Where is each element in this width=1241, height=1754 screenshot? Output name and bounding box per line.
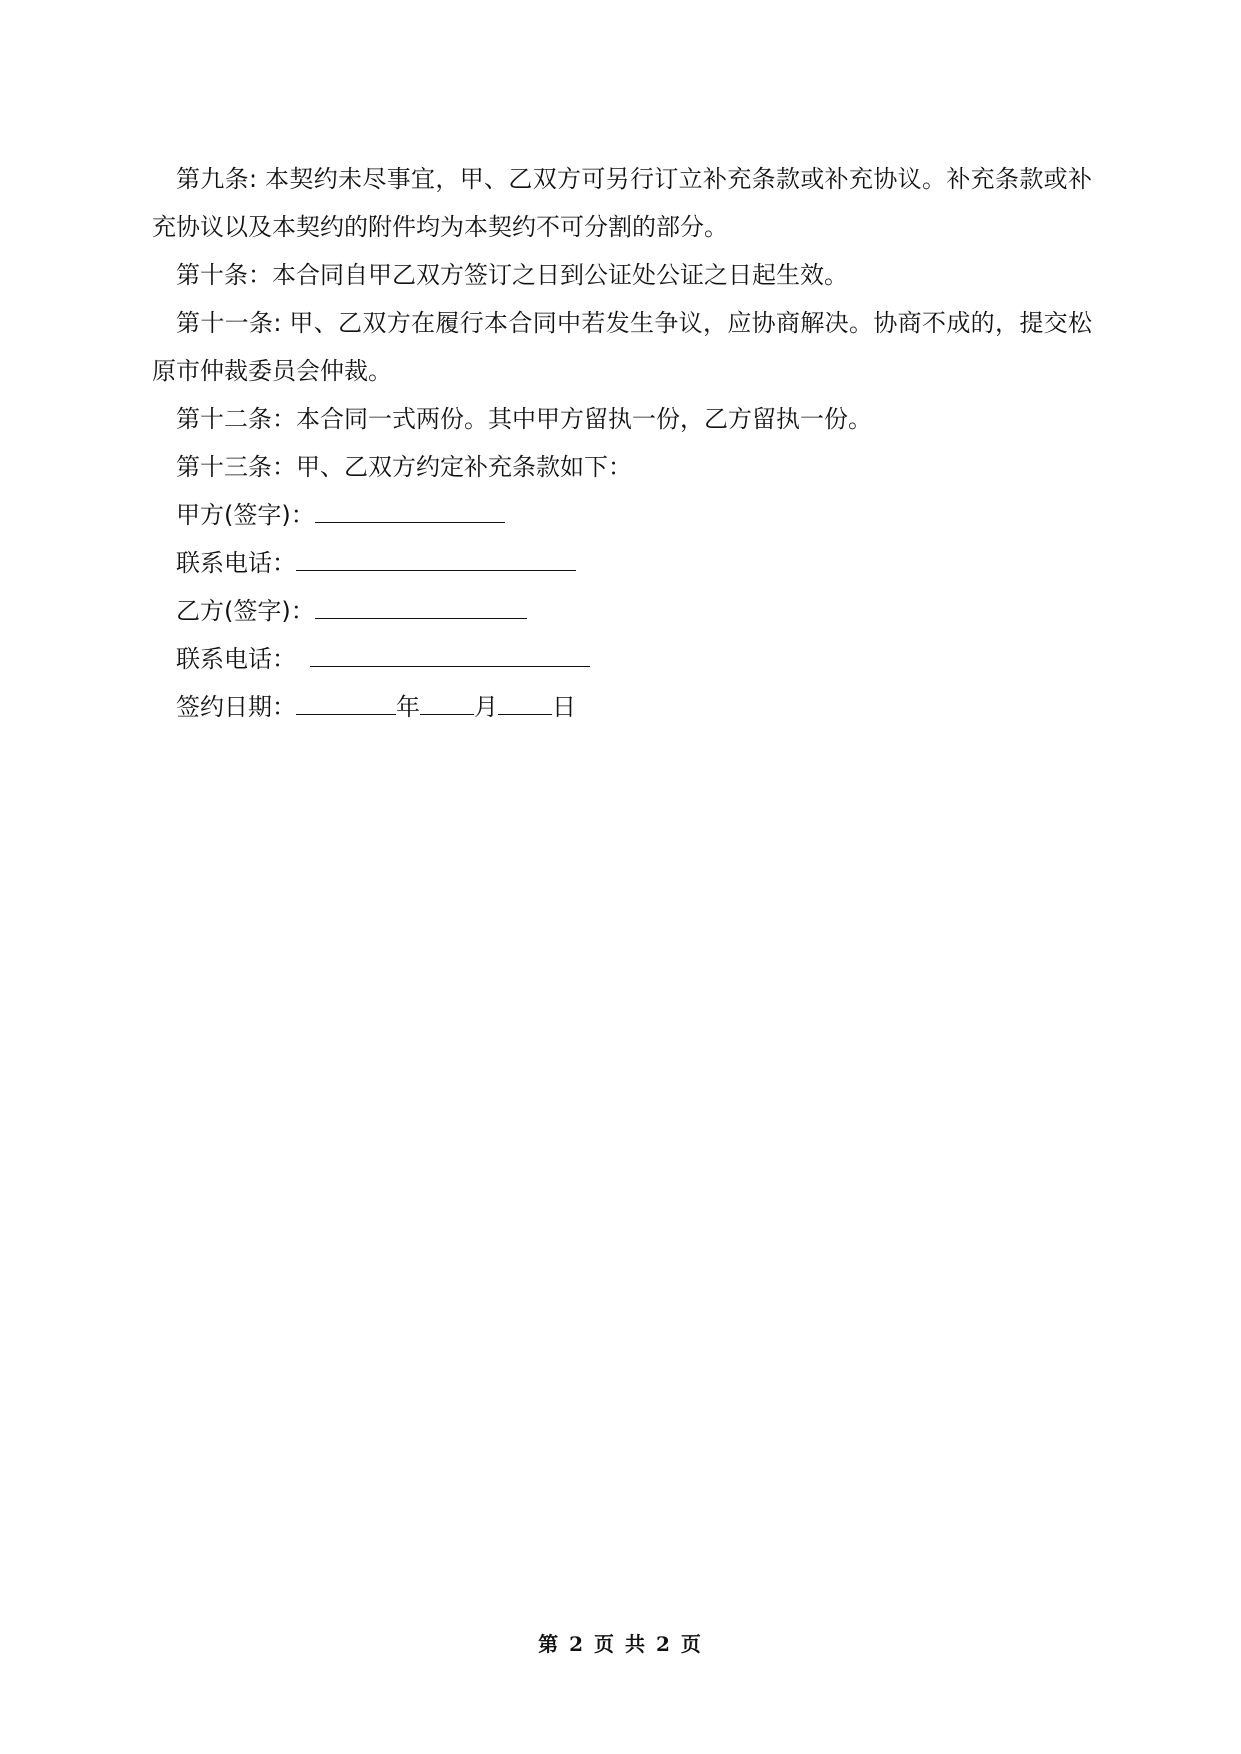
party-a-label: 甲方(签字)： bbox=[176, 501, 315, 529]
month-label: 月 bbox=[474, 693, 498, 721]
party-b-phone-blank[interactable] bbox=[310, 640, 590, 667]
party-b-label: 乙方(签字)： bbox=[176, 597, 315, 625]
signing-year-blank[interactable] bbox=[296, 688, 396, 715]
year-label: 年 bbox=[396, 693, 420, 721]
contract-body bbox=[152, 155, 1092, 731]
clause-9: 第九条: 本契约未尽事宜，甲、乙双方可另行订立补充条款或补充协议。补充条款或补充协议以及本契约的附件均为本契约不可分割的部分。 bbox=[152, 165, 1092, 241]
signing-date-line bbox=[152, 683, 1092, 731]
party-a-phone-blank[interactable] bbox=[296, 544, 576, 571]
clause-12: 第十二条：本合同一式两份。其中甲方留执一份，乙方留执一份。 bbox=[176, 405, 872, 433]
clause-13: 第十三条：甲、乙双方约定补充条款如下： bbox=[176, 453, 632, 481]
signing-day-blank[interactable] bbox=[498, 688, 552, 715]
party-b-signature-line bbox=[152, 587, 1092, 635]
party-b-phone-label: 联系电话： bbox=[176, 645, 296, 673]
party-a-phone-label: 联系电话： bbox=[176, 549, 296, 577]
party-a-signature-line bbox=[152, 491, 1092, 539]
signing-date-label: 签约日期： bbox=[176, 693, 296, 721]
party-a-signature-blank[interactable] bbox=[315, 496, 505, 523]
clause-10: 第十条：本合同自甲乙双方签订之日到公证处公证之日起生效。 bbox=[176, 261, 848, 289]
signing-month-blank[interactable] bbox=[420, 688, 474, 715]
party-b-phone-line bbox=[152, 635, 1092, 683]
party-a-phone-line bbox=[152, 539, 1092, 587]
clause-11: 第十一条: 甲、乙双方在履行本合同中若发生争议，应协商解决。协商不成的，提交松原市仲裁委员会仲裁。 bbox=[152, 309, 1092, 385]
page-number-footer: 第 2 页 共 2 页 bbox=[538, 1632, 703, 1656]
day-label: 日 bbox=[552, 693, 576, 721]
party-b-signature-blank[interactable] bbox=[315, 592, 527, 619]
